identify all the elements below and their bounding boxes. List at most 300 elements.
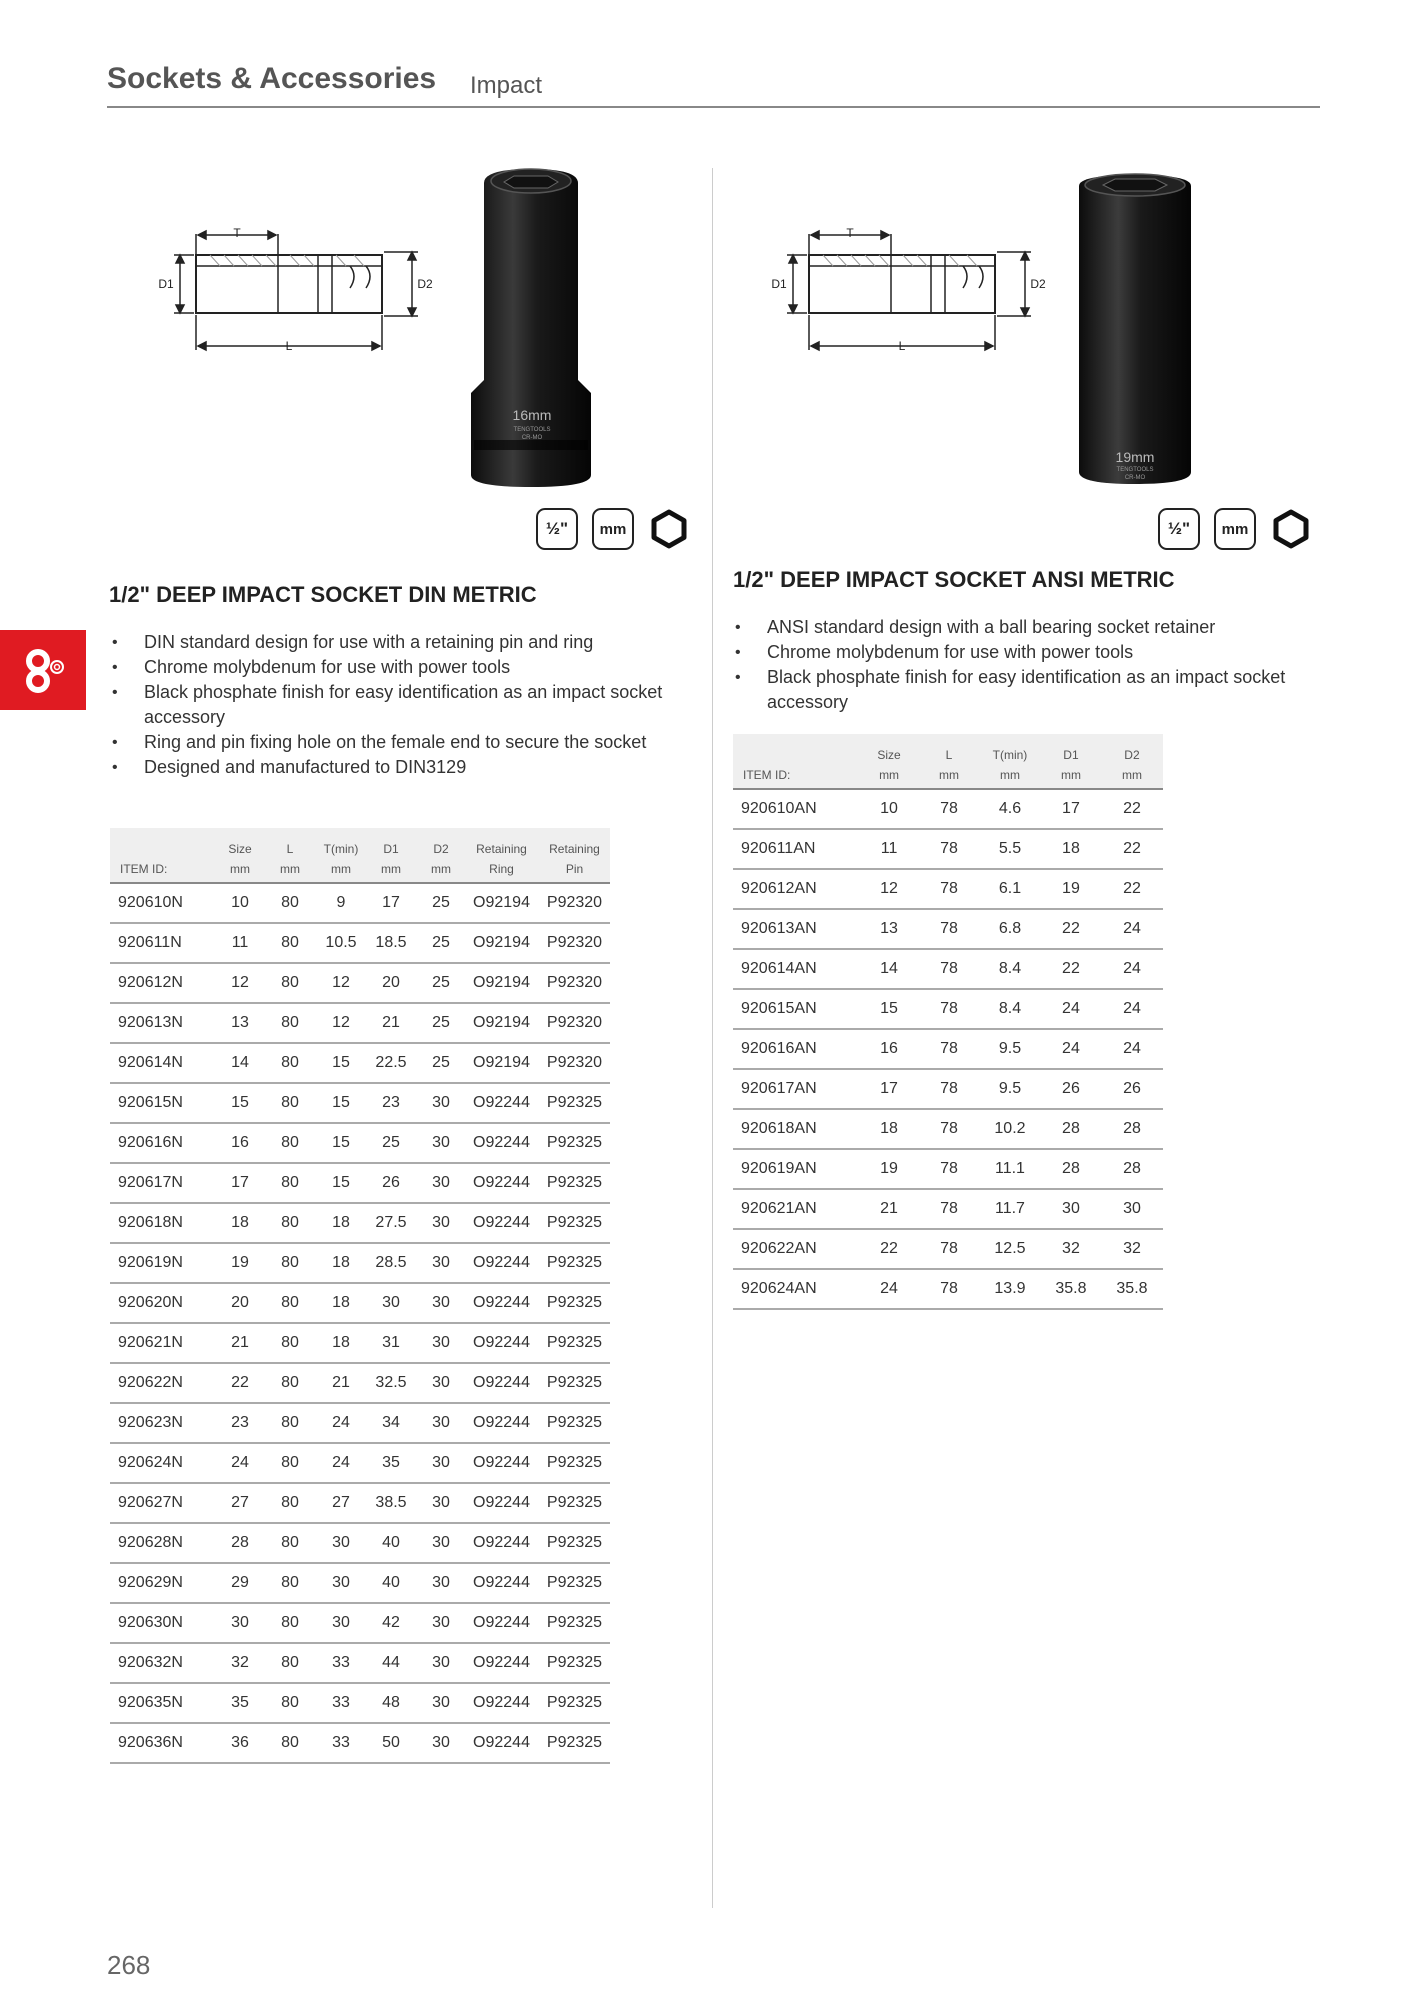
table-cell: 80	[262, 1243, 318, 1283]
table-cell: 50	[364, 1723, 418, 1763]
table-row	[733, 829, 1163, 869]
table-cell: 23	[218, 1403, 262, 1443]
table-cell: 18	[859, 1109, 919, 1149]
table-cell: 78	[919, 1189, 979, 1229]
table-header-cell: Size	[859, 734, 919, 762]
table-cell: 24	[318, 1443, 364, 1483]
table-cell: 15	[318, 1163, 364, 1203]
table-row	[733, 1269, 1163, 1309]
table-cell: 28	[1041, 1109, 1101, 1149]
list-item: • Chrome molybdenum for use with power tools	[733, 640, 1313, 665]
table-cell: 18	[318, 1283, 364, 1323]
table-cell: 12	[218, 963, 262, 1003]
table-cell: 22	[1041, 909, 1101, 949]
table-cell: 78	[919, 1269, 979, 1309]
table-cell: 30	[418, 1483, 464, 1523]
table-cell: 78	[919, 1029, 979, 1069]
table-row	[733, 789, 1163, 829]
item-id-cell: 920618N	[110, 1203, 218, 1243]
table-cell: 80	[262, 1603, 318, 1643]
table-cell: 13	[218, 1003, 262, 1043]
table-cell: 18.5	[364, 923, 418, 963]
table-cell: 19	[859, 1149, 919, 1189]
table-cell: 80	[262, 1003, 318, 1043]
socket-brand-marking: TENGTOOLS	[513, 427, 551, 433]
table-header-cell: D1	[364, 828, 418, 856]
table-cell: 6.1	[979, 869, 1041, 909]
table-cell: O92244	[464, 1163, 539, 1203]
table-cell: O92244	[464, 1523, 539, 1563]
table-header-cell: mm	[859, 762, 919, 789]
table-cell: 35.8	[1041, 1269, 1101, 1309]
table-header-cell: L	[262, 828, 318, 856]
table-header-cell: mm	[262, 856, 318, 883]
table-cell: 28.5	[364, 1243, 418, 1283]
table-cell: O92244	[464, 1283, 539, 1323]
table-cell: P92320	[539, 883, 610, 923]
table-cell: 21	[859, 1189, 919, 1229]
table-cell: 30	[218, 1603, 262, 1643]
socket-set-icon	[0, 630, 86, 710]
table-cell: P92325	[539, 1403, 610, 1443]
table-cell: 24	[1041, 989, 1101, 1029]
table-header-cell: Retaining	[464, 828, 539, 856]
table-cell: P92325	[539, 1163, 610, 1203]
drawing-label-l: L	[285, 339, 293, 353]
item-id-cell: 920617N	[110, 1163, 218, 1203]
right-product-title: 1/2" DEEP IMPACT SOCKET ANSI METRIC	[733, 567, 1175, 592]
table-cell: 80	[262, 1723, 318, 1763]
item-id-cell: 920613N	[110, 1003, 218, 1043]
table-cell: P92325	[539, 1683, 610, 1723]
table-cell: 32	[1041, 1229, 1101, 1269]
table-cell: 27.5	[364, 1203, 418, 1243]
table-cell: 10.5	[318, 923, 364, 963]
left-socket-image	[466, 165, 596, 490]
item-id-cell: 920621AN	[733, 1189, 859, 1229]
table-cell: P92325	[539, 1283, 610, 1323]
socket-material-marking: CR-MO	[521, 435, 543, 441]
table-header-cell: D2	[1101, 734, 1163, 762]
table-cell: 30	[318, 1563, 364, 1603]
table-cell: 11.7	[979, 1189, 1041, 1229]
table-cell: P92325	[539, 1443, 610, 1483]
table-row	[110, 1483, 610, 1523]
table-cell: 30	[1101, 1189, 1163, 1229]
table-cell: 80	[262, 923, 318, 963]
table-cell: 80	[262, 963, 318, 1003]
table-header-cell: mm	[919, 762, 979, 789]
table-cell: 80	[262, 1283, 318, 1323]
table-row	[733, 989, 1163, 1029]
table-cell: 19	[1041, 869, 1101, 909]
table-cell: 8.4	[979, 989, 1041, 1029]
half-inch-drive-badge: ½"	[536, 508, 578, 550]
table-row	[110, 1083, 610, 1123]
table-cell: 15	[859, 989, 919, 1029]
table-cell: 78	[919, 949, 979, 989]
table-row	[110, 963, 610, 1003]
table-cell: 5.5	[979, 829, 1041, 869]
item-id-cell: 920614N	[110, 1043, 218, 1083]
table-cell: 30	[418, 1363, 464, 1403]
table-row	[733, 1149, 1163, 1189]
table-cell: O92244	[464, 1723, 539, 1763]
table-cell: 17	[218, 1163, 262, 1203]
item-id-cell: 920636N	[110, 1723, 218, 1763]
item-id-cell: 920610N	[110, 883, 218, 923]
table-row	[110, 1043, 610, 1083]
table-cell: 78	[919, 789, 979, 829]
table-cell: O92244	[464, 1443, 539, 1483]
table-cell: 30	[418, 1083, 464, 1123]
table-row	[110, 1403, 610, 1443]
table-cell: O92244	[464, 1123, 539, 1163]
table-row	[110, 1163, 610, 1203]
table-cell: P92325	[539, 1363, 610, 1403]
table-cell: 8.4	[979, 949, 1041, 989]
table-cell: 80	[262, 1483, 318, 1523]
table-cell: 13.9	[979, 1269, 1041, 1309]
table-cell: 30	[418, 1523, 464, 1563]
table-header-cell: Ring	[464, 856, 539, 883]
metric-badge: mm	[1214, 508, 1256, 550]
table-header-cell: ITEM ID:	[733, 762, 859, 789]
table-cell: 11.1	[979, 1149, 1041, 1189]
item-id-cell: 920615AN	[733, 989, 859, 1029]
table-cell: 24	[218, 1443, 262, 1483]
socket-size-marking: 19mm	[1115, 449, 1155, 465]
table-cell: P92320	[539, 1043, 610, 1083]
table-cell: 29	[218, 1563, 262, 1603]
table-row	[733, 949, 1163, 989]
table-cell: 22	[1101, 789, 1163, 829]
page-header-title: Sockets & Accessories	[107, 62, 437, 95]
table-cell: 24	[318, 1403, 364, 1443]
table-header-cell	[110, 828, 218, 856]
table-cell: 80	[262, 1363, 318, 1403]
table-header-cell: ITEM ID:	[110, 856, 218, 883]
table-cell: O92244	[464, 1483, 539, 1523]
table-cell: 30	[418, 1203, 464, 1243]
table-cell: P92325	[539, 1323, 610, 1363]
table-cell: 13	[859, 909, 919, 949]
table-cell: P92320	[539, 1003, 610, 1043]
item-id-cell: 920624AN	[733, 1269, 859, 1309]
table-cell: 32.5	[364, 1363, 418, 1403]
drawing-label-l: L	[898, 339, 906, 353]
table-cell: O92244	[464, 1603, 539, 1643]
table-cell: 33	[318, 1723, 364, 1763]
table-cell: 24	[1041, 1029, 1101, 1069]
table-cell: 22	[1101, 829, 1163, 869]
table-cell: 21	[318, 1363, 364, 1403]
table-cell: P92325	[539, 1723, 610, 1763]
half-inch-drive-badge: ½"	[1158, 508, 1200, 550]
right-technical-drawing	[763, 220, 1053, 360]
table-cell: 28	[218, 1523, 262, 1563]
table-cell: 38.5	[364, 1483, 418, 1523]
item-id-cell: 920613AN	[733, 909, 859, 949]
table-cell: 42	[364, 1603, 418, 1643]
table-cell: O92244	[464, 1203, 539, 1243]
table-cell: 78	[919, 989, 979, 1029]
table-cell: 26	[1101, 1069, 1163, 1109]
hexagon-6-point-icon	[1270, 508, 1312, 550]
table-cell: 25	[418, 923, 464, 963]
left-spec-badges	[536, 508, 690, 550]
table-cell: 30	[418, 1643, 464, 1683]
table-cell: 26	[364, 1163, 418, 1203]
item-id-cell: 920627N	[110, 1483, 218, 1523]
item-id-cell: 920612AN	[733, 869, 859, 909]
table-header-cell: mm	[979, 762, 1041, 789]
left-feature-list	[110, 630, 680, 780]
item-id-cell: 920614AN	[733, 949, 859, 989]
left-technical-drawing	[150, 220, 440, 360]
table-cell: P92320	[539, 923, 610, 963]
table-cell: 15	[318, 1083, 364, 1123]
table-header-cell: Size	[218, 828, 262, 856]
table-cell: P92325	[539, 1563, 610, 1603]
table-cell: 22	[1041, 949, 1101, 989]
table-row	[733, 1069, 1163, 1109]
table-header-cell: Pin	[539, 856, 610, 883]
page-header-subtitle: Impact	[470, 72, 543, 99]
table-cell: 16	[218, 1123, 262, 1163]
table-cell: 40	[364, 1563, 418, 1603]
item-id-cell: 920616N	[110, 1123, 218, 1163]
list-item: • ANSI standard design with a ball bearing socket retainer	[733, 615, 1313, 640]
table-cell: 78	[919, 909, 979, 949]
table-row	[110, 1363, 610, 1403]
header-divider	[107, 106, 1320, 108]
table-row	[110, 1003, 610, 1043]
item-id-cell: 920628N	[110, 1523, 218, 1563]
table-cell: 34	[364, 1403, 418, 1443]
item-id-cell: 920623N	[110, 1403, 218, 1443]
table-cell: 12	[318, 1003, 364, 1043]
table-cell: O92194	[464, 923, 539, 963]
table-cell: O92244	[464, 1323, 539, 1363]
table-cell: 15	[318, 1043, 364, 1083]
table-cell: O92194	[464, 1043, 539, 1083]
table-cell: 30	[418, 1443, 464, 1483]
table-row	[110, 1683, 610, 1723]
table-cell: 14	[218, 1043, 262, 1083]
table-cell: 25	[418, 883, 464, 923]
table-cell: 9	[318, 883, 364, 923]
table-cell: 30	[418, 1603, 464, 1643]
table-cell: 24	[859, 1269, 919, 1309]
table-row	[110, 1523, 610, 1563]
table-cell: 30	[1041, 1189, 1101, 1229]
table-cell: 30	[418, 1683, 464, 1723]
table-cell: 27	[318, 1483, 364, 1523]
drawing-label-d2: D2	[417, 277, 433, 291]
table-cell: 17	[364, 883, 418, 923]
table-cell: 19	[218, 1243, 262, 1283]
table-header-row	[733, 734, 1163, 762]
table-cell: 6.8	[979, 909, 1041, 949]
table-cell: 36	[218, 1723, 262, 1763]
right-spec-badges	[1158, 508, 1312, 550]
table-cell: 80	[262, 1123, 318, 1163]
table-cell: 30	[418, 1323, 464, 1363]
table-cell: 30	[318, 1603, 364, 1643]
table-cell: O92244	[464, 1083, 539, 1123]
table-header-cell: mm	[364, 856, 418, 883]
table-cell: O92194	[464, 963, 539, 1003]
item-id-cell: 920622N	[110, 1363, 218, 1403]
drawing-label-d2: D2	[1030, 277, 1046, 291]
item-id-cell: 920622AN	[733, 1229, 859, 1269]
drawing-label-t: T	[233, 226, 241, 240]
table-cell: 9.5	[979, 1029, 1041, 1069]
table-cell: 30	[418, 1163, 464, 1203]
table-header-cell: L	[919, 734, 979, 762]
table-cell: 80	[262, 1563, 318, 1603]
table-cell: 17	[859, 1069, 919, 1109]
column-divider	[712, 168, 713, 1908]
table-cell: 18	[318, 1203, 364, 1243]
table-row	[110, 883, 610, 923]
table-cell: P92325	[539, 1243, 610, 1283]
table-row	[110, 1563, 610, 1603]
table-cell: 22	[218, 1363, 262, 1403]
table-cell: 33	[318, 1683, 364, 1723]
table-cell: P92325	[539, 1523, 610, 1563]
table-cell: P92325	[539, 1123, 610, 1163]
table-header-cell: mm	[218, 856, 262, 883]
item-id-cell: 920624N	[110, 1443, 218, 1483]
table-cell: 35	[364, 1443, 418, 1483]
table-cell: 22.5	[364, 1043, 418, 1083]
hexagon-6-point-icon	[648, 508, 690, 550]
list-item: • Black phosphate finish for easy identification as an impact socket accessory	[110, 680, 680, 730]
item-id-cell: 920630N	[110, 1603, 218, 1643]
socket-brand-marking: TENGTOOLS	[1116, 467, 1154, 473]
drawing-label-d1: D1	[771, 277, 787, 291]
item-id-cell: 920611N	[110, 923, 218, 963]
item-id-cell: 920632N	[110, 1643, 218, 1683]
table-row	[110, 1603, 610, 1643]
table-cell: 12	[859, 869, 919, 909]
table-cell: 10	[218, 883, 262, 923]
table-cell: 24	[1101, 1029, 1163, 1069]
table-cell: O92194	[464, 1003, 539, 1043]
table-row	[110, 1443, 610, 1483]
table-cell: 80	[262, 1323, 318, 1363]
table-row	[110, 1243, 610, 1283]
table-cell: 21	[364, 1003, 418, 1043]
table-cell: 22	[1101, 869, 1163, 909]
table-cell: 80	[262, 1683, 318, 1723]
table-cell: 24	[1101, 949, 1163, 989]
table-cell: 33	[318, 1643, 364, 1683]
table-cell: 24	[1101, 909, 1163, 949]
table-cell: 12	[318, 963, 364, 1003]
left-product-title: 1/2" DEEP IMPACT SOCKET DIN METRIC	[109, 582, 537, 607]
table-row	[733, 1229, 1163, 1269]
table-row	[110, 1123, 610, 1163]
table-cell: 12.5	[979, 1229, 1041, 1269]
table-cell: P92325	[539, 1603, 610, 1643]
table-cell: 78	[919, 1069, 979, 1109]
table-cell: 30	[418, 1283, 464, 1323]
table-cell: 27	[218, 1483, 262, 1523]
table-header-cell: Retaining	[539, 828, 610, 856]
table-cell: P92320	[539, 963, 610, 1003]
table-cell: 25	[364, 1123, 418, 1163]
table-cell: 78	[919, 1109, 979, 1149]
table-cell: 30	[418, 1123, 464, 1163]
table-cell: P92325	[539, 1483, 610, 1523]
table-cell: 35	[218, 1683, 262, 1723]
table-cell: 18	[218, 1203, 262, 1243]
table-cell: O92244	[464, 1643, 539, 1683]
item-id-cell: 920621N	[110, 1323, 218, 1363]
table-row	[110, 1203, 610, 1243]
table-cell: 22	[859, 1229, 919, 1269]
table-cell: 80	[262, 1643, 318, 1683]
table-cell: 30	[418, 1563, 464, 1603]
table-cell: 23	[364, 1083, 418, 1123]
section-tab	[0, 630, 86, 710]
table-header-cell: mm	[418, 856, 464, 883]
table-cell: O92244	[464, 1403, 539, 1443]
table-cell: 78	[919, 1149, 979, 1189]
table-cell: 26	[1041, 1069, 1101, 1109]
table-cell: 80	[262, 1403, 318, 1443]
table-cell: 30	[418, 1403, 464, 1443]
metric-badge: mm	[592, 508, 634, 550]
table-cell: 9.5	[979, 1069, 1041, 1109]
table-cell: 30	[418, 1243, 464, 1283]
table-header-row	[733, 762, 1163, 789]
table-cell: 40	[364, 1523, 418, 1563]
table-cell: 15	[318, 1123, 364, 1163]
table-cell: 80	[262, 1163, 318, 1203]
item-id-cell: 920620N	[110, 1283, 218, 1323]
table-cell: 30	[418, 1723, 464, 1763]
table-header-row	[110, 856, 610, 883]
list-item: • DIN standard design for use with a retaining pin and ring	[110, 630, 680, 655]
table-cell: 10.2	[979, 1109, 1041, 1149]
table-cell: 80	[262, 1203, 318, 1243]
item-id-cell: 920619AN	[733, 1149, 859, 1189]
table-cell: 80	[262, 1523, 318, 1563]
table-cell: 21	[218, 1323, 262, 1363]
table-cell: 15	[218, 1083, 262, 1123]
table-header-cell: D2	[418, 828, 464, 856]
table-cell: 80	[262, 1443, 318, 1483]
table-cell: 17	[1041, 789, 1101, 829]
table-cell: 11	[218, 923, 262, 963]
table-cell: O92244	[464, 1683, 539, 1723]
table-cell: 80	[262, 883, 318, 923]
table-row	[733, 909, 1163, 949]
table-header-cell: mm	[318, 856, 364, 883]
table-cell: 14	[859, 949, 919, 989]
table-header-cell: D1	[1041, 734, 1101, 762]
table-cell: 30	[364, 1283, 418, 1323]
item-id-cell: 920619N	[110, 1243, 218, 1283]
table-header-cell: mm	[1041, 762, 1101, 789]
table-cell: O92244	[464, 1243, 539, 1283]
table-cell: 31	[364, 1323, 418, 1363]
table-cell: 35.8	[1101, 1269, 1163, 1309]
